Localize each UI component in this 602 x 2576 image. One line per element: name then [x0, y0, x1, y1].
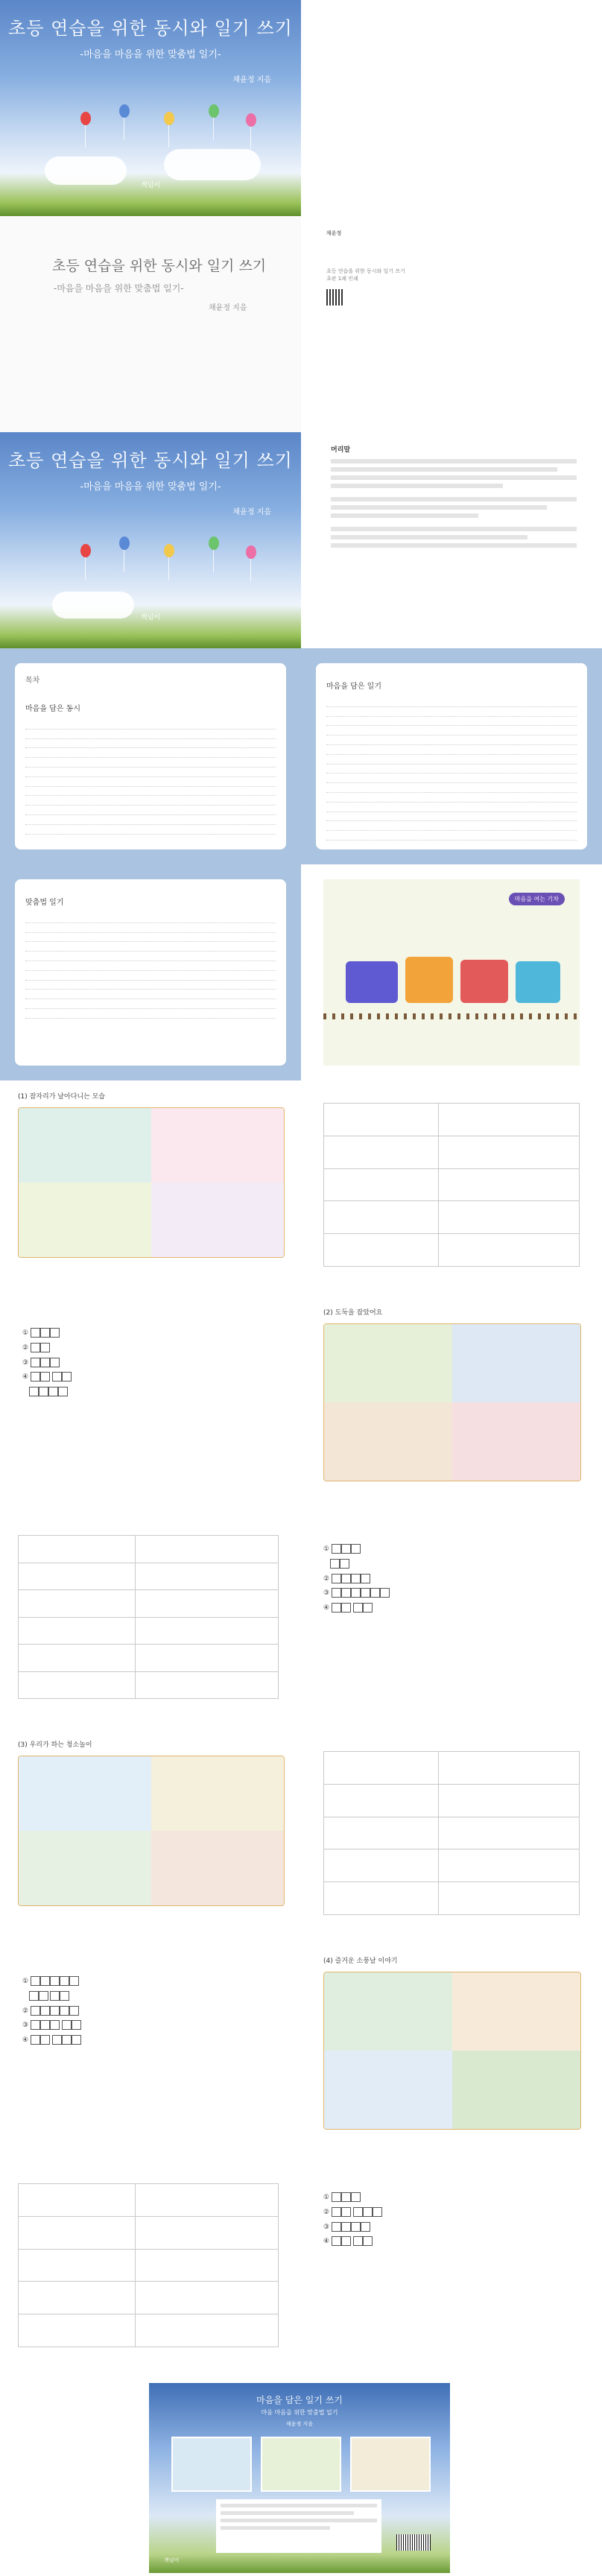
red-balloon	[80, 112, 91, 125]
question-page	[0, 1513, 301, 1729]
train-illustration	[323, 879, 580, 1066]
cover-subtitle: -마음을 마음을 위한 맞춤법 일기-	[80, 481, 221, 493]
fill-in-exercise[interactable]: ① ② ③ ④	[22, 1326, 276, 1400]
cover-title: 초등 연습을 위한 동시와 일기 쓰기	[8, 450, 293, 471]
cover-page	[0, 0, 301, 216]
preface-text-block	[331, 459, 577, 551]
cover-publisher: 책넘이	[140, 614, 161, 621]
scene-panel	[452, 1972, 580, 2051]
train-car	[460, 960, 508, 1003]
cover-publisher: 책넘이	[140, 182, 161, 189]
answer-cell[interactable]	[324, 1882, 439, 1915]
answer-cell[interactable]	[19, 1536, 136, 1563]
cover-author: 채윤정 지음	[232, 508, 271, 516]
scene-panel	[324, 1972, 452, 2051]
answer-cell[interactable]	[19, 1645, 136, 1672]
thumbnail-picture	[171, 2437, 252, 2492]
question-cell	[439, 1168, 580, 1201]
scene-panel	[324, 1324, 452, 1402]
inner-subtitle: -마음을 마음을 위한 맞춤법 일기-	[54, 283, 184, 294]
inner-title-page	[0, 216, 301, 432]
question-cell	[136, 2216, 279, 2249]
cover-title: 초등 연습을 위한 동시와 일기 쓰기	[8, 18, 293, 39]
cover-author: 채윤정 지음	[232, 76, 271, 84]
yellow-balloon	[164, 544, 174, 557]
back-cover-spread	[0, 2377, 602, 2576]
fill-in-exercise[interactable]: ① ② ③ ④	[22, 1975, 276, 2048]
blue-balloon	[119, 104, 130, 118]
train-car	[405, 957, 453, 1003]
fill-in-page	[0, 1297, 301, 1513]
colophon-page	[301, 216, 602, 432]
lesson-4-picture-page	[301, 1945, 602, 2161]
barcode-icon	[396, 2534, 431, 2551]
scene-panel	[19, 1831, 151, 1905]
scene-panel	[452, 1402, 580, 1481]
picture-card	[18, 1107, 285, 1258]
green-balloon	[209, 104, 219, 118]
title-spread	[0, 216, 602, 432]
scene-panel	[452, 1324, 580, 1402]
toc-spread-1	[0, 648, 602, 864]
answer-cell[interactable]	[324, 1817, 439, 1849]
toc-box	[15, 663, 286, 849]
toc-page	[301, 648, 602, 864]
question-cell	[136, 1536, 279, 1563]
picture-card	[323, 1972, 581, 2130]
back-description-box	[216, 2499, 381, 2553]
train-illustration-page	[301, 864, 602, 1080]
answer-cell[interactable]	[19, 1563, 136, 1590]
lesson-4-question-spread	[0, 2161, 602, 2377]
toc-list	[25, 720, 276, 835]
lesson-title: (4) 즐거운 소풍날 이야기	[323, 1958, 398, 1965]
answer-cell[interactable]	[324, 1136, 439, 1168]
answer-cell[interactable]	[324, 1784, 439, 1817]
question-cell	[439, 1104, 580, 1136]
toc-box	[15, 879, 286, 1066]
lesson-title: (2) 도둑을 잡았어요	[323, 1309, 383, 1317]
fill-in-exercise[interactable]: ① ② ③ ④	[323, 1542, 577, 1616]
picture-card	[18, 1756, 285, 1906]
question-cell	[439, 1752, 580, 1785]
scene-panel	[151, 1108, 284, 1183]
toc-section-title: 마음을 담은 일기	[326, 683, 381, 691]
question-table	[18, 2183, 279, 2347]
toc-list	[25, 914, 276, 1021]
lesson-3-picture-page	[0, 1729, 301, 1945]
train-label: 마음을 여는 기차	[509, 893, 565, 905]
thumbnail-picture	[261, 2437, 341, 2492]
cover-repeat-page	[0, 432, 301, 648]
back-publisher: 책넘이	[164, 2557, 180, 2563]
cover-subtitle: -마음을 마음을 위한 맞춤법 일기-	[80, 49, 221, 60]
scene-panel	[151, 1183, 284, 1257]
pink-balloon	[246, 113, 256, 127]
fill-in-page	[0, 1945, 301, 2161]
lesson-title: (1) 잠자리가 날아다니는 모습	[18, 1093, 105, 1101]
answer-cell[interactable]	[324, 1201, 439, 1234]
question-cell	[136, 2184, 279, 2217]
question-page	[0, 2161, 301, 2377]
question-cell	[136, 1590, 279, 1618]
rail-track	[323, 1013, 580, 1019]
back-title: 마음을 담은 일기 쓰기	[256, 2395, 343, 2405]
scene-panel	[151, 1756, 284, 1831]
inner-author: 채윤정 지음	[209, 304, 247, 312]
answer-cell[interactable]	[19, 2184, 136, 2217]
picture-card	[323, 1323, 581, 1481]
scene-panel	[19, 1183, 151, 1257]
question-cell	[136, 2249, 279, 2282]
lesson-2-spread	[0, 1297, 602, 1513]
answer-cell[interactable]	[19, 1590, 136, 1618]
toc-heading: 목차	[25, 677, 40, 685]
answer-cell[interactable]	[324, 1168, 439, 1201]
answer-cell[interactable]	[19, 1671, 136, 1699]
question-cell	[439, 1784, 580, 1817]
preface-heading: 머리말	[331, 446, 351, 454]
answer-cell[interactable]	[19, 2249, 136, 2282]
question-cell	[136, 2314, 279, 2347]
answer-cell[interactable]	[324, 1234, 439, 1267]
answer-cell[interactable]	[19, 2216, 136, 2249]
toc-box	[316, 663, 587, 849]
preface-page	[301, 432, 602, 648]
question-cell	[439, 1817, 580, 1849]
locomotive	[346, 961, 398, 1003]
lesson-3-spread	[0, 1729, 602, 1945]
question-cell	[439, 1882, 580, 1915]
lesson-1-picture-page	[0, 1080, 301, 1297]
train-car	[516, 961, 560, 1003]
lesson-2-question-spread	[0, 1513, 602, 1729]
yellow-balloon	[164, 112, 174, 125]
lesson-1-question-page	[301, 1080, 602, 1297]
question-cell	[136, 1617, 279, 1645]
answer-cell[interactable]	[19, 1617, 136, 1645]
answer-cell[interactable]	[324, 1104, 439, 1136]
toc-page	[0, 648, 301, 864]
scene-panel	[452, 2051, 580, 2129]
question-table	[323, 1751, 580, 1915]
pink-balloon	[246, 545, 256, 559]
cloud	[164, 149, 261, 180]
scene-panel	[324, 2051, 452, 2129]
fill-in-page	[301, 1513, 602, 1729]
answer-cell[interactable]	[324, 1849, 439, 1882]
question-cell	[439, 1849, 580, 1882]
toc-section-title: 마음을 담은 동시	[25, 705, 80, 713]
qr-code-icon	[326, 289, 343, 306]
lesson-2-picture-page	[301, 1297, 602, 1513]
question-cell	[136, 1563, 279, 1590]
question-cell	[136, 1645, 279, 1672]
question-cell	[136, 2282, 279, 2314]
toc-list	[326, 697, 577, 841]
lesson-1-spread	[0, 1080, 602, 1297]
question-cell	[439, 1201, 580, 1234]
toc-spread-2	[0, 864, 602, 1080]
scene-panel	[19, 1108, 151, 1183]
colophon-line: 초판 1쇄 인쇄	[326, 276, 358, 282]
red-balloon	[80, 544, 91, 557]
question-page	[301, 1729, 602, 1945]
question-cell	[439, 1234, 580, 1267]
cover-spread	[0, 0, 602, 216]
colophon-line: 초등 연습을 위한 동시와 일기 쓰기	[326, 268, 405, 274]
scene-panel	[19, 1756, 151, 1831]
colophon	[326, 230, 565, 306]
lesson-4-spread	[0, 1945, 602, 2161]
scene-panel	[324, 1402, 452, 1481]
colophon-heading: 채윤정	[326, 230, 342, 236]
toc-page	[0, 864, 301, 1080]
question-table	[18, 1535, 279, 1699]
back-subtitle: 마음 마음을 위한 맞춤법 일기	[261, 2409, 338, 2416]
question-table	[323, 1103, 580, 1267]
toc-section-title: 맞춤법 일기	[25, 899, 64, 907]
inner-title: 초등 연습을 위한 동시와 일기 쓰기	[52, 258, 267, 274]
back-cover	[149, 2383, 450, 2573]
fill-in-exercise[interactable]: ① ② ③ ④	[323, 2191, 577, 2250]
preface-spread	[0, 432, 602, 648]
blue-balloon	[119, 537, 130, 550]
scene-panel	[151, 1831, 284, 1905]
answer-cell[interactable]	[19, 2282, 136, 2314]
answer-cell[interactable]	[324, 1752, 439, 1785]
lesson-title: (3) 우리가 하는 청소놀이	[18, 1741, 92, 1749]
back-author: 채윤정 지음	[285, 2421, 314, 2427]
green-balloon	[209, 537, 219, 550]
question-cell	[439, 1136, 580, 1168]
answer-cell[interactable]	[19, 2314, 136, 2347]
fill-in-page	[301, 2161, 602, 2377]
question-cell	[136, 1671, 279, 1699]
thumbnail-picture	[350, 2437, 431, 2492]
